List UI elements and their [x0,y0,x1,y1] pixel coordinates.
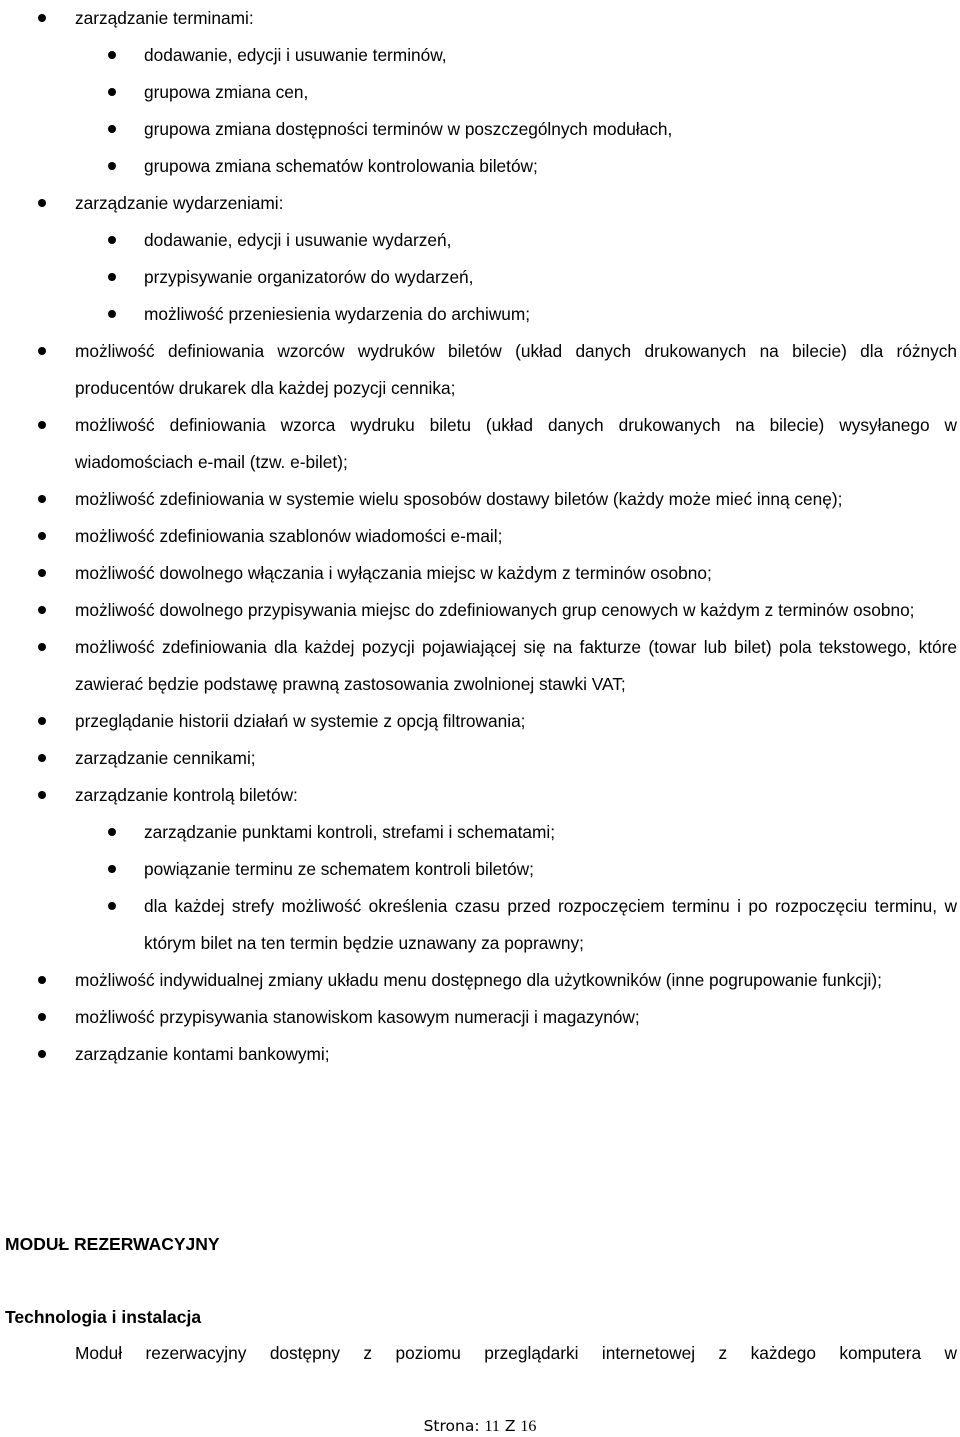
page-footer [0,1416,960,1437]
list-item: możliwość dowolnego przypisywania miejsc do zdefiniowanych grup cenowych w każdym z terminów osobno; [0,592,960,629]
list-item: zarządzanie kontrolą biletów: [0,777,960,814]
sub-list-item: grupowa zmiana cen, [0,74,960,111]
footer-of: Z [499,1417,521,1435]
footer-page-number: 11 [484,1418,500,1435]
list-item: zarządzanie terminami: [0,0,960,37]
footer-label: Strona: [423,1417,485,1435]
sub-list-item: możliwość przeniesienia wydarzenia do archiwum; [0,296,960,333]
list-item: możliwość definiowania wzorca wydruku biletu (układ danych drukowanych na bilecie) wysyłanego w wiadomościach e-mail (tzw. e-bilet); [0,407,960,481]
list-item: możliwość przypisywania stanowiskom kasowym numeracji i magazynów; [0,999,960,1036]
list-item: przeglądanie historii działań w systemie z opcją filtrowania; [0,703,960,740]
list-item: możliwość zdefiniowania szablonów wiadomości e-mail; [0,518,960,555]
sub-list-item: zarządzanie punktami kontroli, strefami i schematami; [0,814,960,851]
footer-page-total: 16 [520,1418,537,1435]
list-item: zarządzanie wydarzeniami: [0,185,960,222]
list-item: zarządzanie kontami bankowymi; [0,1036,960,1073]
sub-list-item: dodawanie, edycji i usuwanie wydarzeń, [0,222,960,259]
sub-list-item: grupowa zmiana dostępności terminów w poszczególnych modułach, [0,111,960,148]
subsection-title: Technologia i instalacja [5,1307,202,1327]
list-item: możliwość zdefiniowania w systemie wielu sposobów dostawy biletów (każdy może mieć inną cenę); [0,481,960,518]
sub-list-item: przypisywanie organizatorów do wydarzeń, [0,259,960,296]
list-item: możliwość dowolnego włączania i wyłączania miejsc w każdym z terminów osobno; [0,555,960,592]
sub-list-item: grupowa zmiana schematów kontrolowania biletów; [0,148,960,185]
sub-list-item: dla każdej strefy możliwość określenia czasu przed rozpoczęciem terminu i po rozpoczęciu terminu, w którym bilet na ten termin będzie uznawany za poprawny; [0,888,960,962]
sub-list-item: powiązanie terminu ze schematem kontroli biletów; [0,851,960,888]
section-title: MODUŁ REZERWACYJNY [5,1234,220,1254]
list-item: zarządzanie cennikami; [0,740,960,777]
list-item: możliwość zdefiniowania dla każdej pozycji pojawiającej się na fakturze (towar lub bilet) pola tekstowego, które zawierać będzie podstawę prawną zastosowania zwolnionej stawki VAT; [0,629,960,703]
body-paragraph: Moduł rezerwacyjny dostępny z poziomu przeglądarki internetowej z każdego komputera w [75,1343,957,1363]
list-item: możliwość indywidualnej zmiany układu menu dostępnego dla użytkowników (inne pogrupowanie funkcji); [0,962,960,999]
sub-list-item: dodawanie, edycji i usuwanie terminów, [0,37,960,74]
list-item: możliwość definiowania wzorców wydruków biletów (układ danych drukowanych na bilecie) dla różnych producentów drukarek dla każdej pozycji cennika; [0,333,960,407]
